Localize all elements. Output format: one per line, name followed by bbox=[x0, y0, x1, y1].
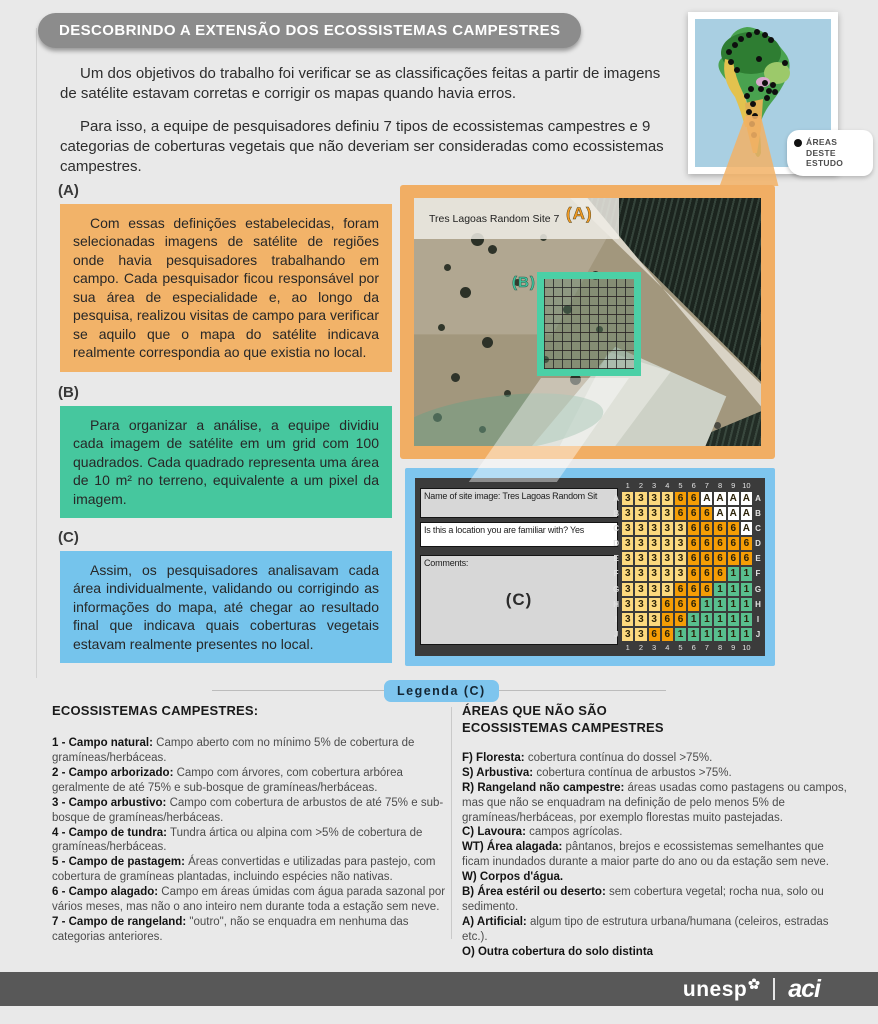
grid-cell: 3 bbox=[634, 551, 647, 566]
grid-cell: A bbox=[700, 491, 713, 506]
non-grassland-legend-items bbox=[462, 751, 852, 960]
grid-row-header: A bbox=[613, 494, 620, 503]
grid-col-header: 8 bbox=[717, 642, 723, 652]
grid-col-header: 7 bbox=[704, 481, 709, 490]
grid-cell: 6 bbox=[687, 597, 700, 612]
legend-item: 5 - Campo de pastagem: Áreas convertidas e utilizadas para pastejo, com cobertura de gramíneas plantadas, incluindo espécies não nativas. bbox=[52, 856, 436, 884]
grid-corner bbox=[753, 480, 763, 491]
grid-cell: A bbox=[740, 521, 753, 536]
grid-col-header: 10 bbox=[742, 481, 751, 490]
legend-item: S) Arbustiva: cobertura contínua de arbustos >75%. bbox=[462, 766, 732, 779]
grid-row-header: F bbox=[613, 569, 619, 579]
grid-cell: 6 bbox=[687, 491, 700, 506]
grid-cell: 3 bbox=[648, 506, 661, 521]
intro-paragraph-2: Para isso, a equipe de pesquisadores definiu 7 tipos de ecossistemas campestres e 9 categorias de coberturas vegetais que não deveriam ser consideradas como ecossistemas campestres. bbox=[60, 117, 664, 175]
grid-row-header: D bbox=[613, 539, 620, 549]
grid-cell: 3 bbox=[648, 551, 661, 566]
grid-cell: 3 bbox=[621, 521, 634, 536]
grid-cell: 6 bbox=[648, 627, 661, 642]
map-legend-bubble bbox=[787, 130, 873, 176]
grid-cell: 6 bbox=[700, 536, 713, 551]
grid-row-header: H bbox=[755, 599, 761, 609]
grid-cell: 6 bbox=[674, 506, 687, 521]
legend-column-divider bbox=[451, 707, 452, 939]
page-title: DESCOBRINDO A EXTENSÃO DOS ECOSSISTEMAS CAMPESTRES bbox=[38, 13, 581, 48]
grid-cell: 3 bbox=[621, 536, 634, 551]
satellite-label-b: (B) bbox=[512, 274, 536, 291]
grid-cell: 6 bbox=[713, 551, 726, 566]
grid-row-header: J bbox=[613, 629, 619, 639]
grid-cell: A bbox=[713, 491, 726, 506]
grid-row-header: C bbox=[613, 524, 620, 534]
grid-cell: 6 bbox=[727, 551, 740, 566]
legend-item: W) Corpos d'água. bbox=[462, 871, 564, 884]
shrub-dots bbox=[444, 264, 451, 271]
legend-item: 2 - Campo arborizado: Campo com árvores, com cobertura arbórea geralmente de até 75% e sub-bosque de gramíneas/herbáceas. bbox=[52, 766, 403, 794]
grid-cell: 1 bbox=[740, 566, 753, 581]
grid-row-header: E bbox=[755, 554, 761, 564]
intro-paragraph-1: Um dos objetivos do trabalho foi verificar se as classificações feitas a partir de imagens de satélite estavam corretas e corrigir os mapas quando havia erros. bbox=[60, 65, 661, 102]
grid-cell: 1 bbox=[740, 582, 753, 597]
grid-cell: 6 bbox=[687, 506, 700, 521]
legend-item: 1 - Campo natural: Campo aberto com no mínimo 5% de cobertura de gramíneas/herbáceas. bbox=[52, 736, 415, 764]
grid-col-header: 1 bbox=[625, 642, 630, 652]
grid-cell: 1 bbox=[687, 612, 700, 627]
grid-cell: 3 bbox=[661, 536, 674, 551]
grid-row-header: B bbox=[755, 509, 761, 519]
grid-cell: 6 bbox=[661, 627, 674, 642]
grid-col-header: 2 bbox=[638, 642, 643, 652]
site-label: Tres Lagoas Random Site 7 bbox=[429, 213, 560, 225]
grid-cell: 1 bbox=[700, 612, 713, 627]
grid-row-header: I bbox=[756, 614, 760, 624]
grid-cell: 3 bbox=[648, 491, 661, 506]
grid-cell: 3 bbox=[674, 551, 687, 566]
legend-item: 6 - Campo alagado: Campo em áreas úmidas com água parada sazonal por vários meses, mas não o ano inteiro nem durante toda a estação sem neve. bbox=[52, 886, 446, 914]
form-familiar-field: Is this a location you are familiar with? Yes bbox=[420, 522, 618, 547]
legend-item: C) Lavoura: campos agrícolas. bbox=[462, 826, 623, 839]
grid-col-header: 1 bbox=[625, 481, 630, 490]
legend-right-heading bbox=[462, 703, 852, 737]
grid-col-header: 9 bbox=[731, 481, 736, 490]
grid-cell: 3 bbox=[634, 612, 647, 627]
grid-cell: 3 bbox=[648, 521, 661, 536]
site-form bbox=[420, 488, 618, 645]
grid-cell: 3 bbox=[661, 566, 674, 581]
grid-cell: 3 bbox=[661, 551, 674, 566]
grid-cell: 6 bbox=[700, 582, 713, 597]
study-area-dot-icon bbox=[794, 139, 802, 147]
grid-cell: 3 bbox=[621, 582, 634, 597]
section-c-label: (C) bbox=[58, 529, 79, 546]
grid-cell: 6 bbox=[700, 566, 713, 581]
grid-cell: 3 bbox=[648, 582, 661, 597]
grid-corner bbox=[611, 642, 621, 653]
grid-cell: A bbox=[713, 506, 726, 521]
unesp-flower-icon bbox=[748, 978, 760, 990]
grid-corner bbox=[611, 480, 621, 491]
grid-cell: 1 bbox=[713, 597, 726, 612]
grid-cell: 1 bbox=[713, 582, 726, 597]
grid-cell: 1 bbox=[727, 566, 740, 581]
section-b-box: Para organizar a análise, a equipe dividiu cada imagem de satélite em um grid com 100 quadrados. Cada quadrado representa uma área de 10 m² no terreno, equivalente a um pixel da imagem. bbox=[60, 406, 392, 518]
grid-cell: 6 bbox=[674, 597, 687, 612]
grid-cell: 3 bbox=[634, 566, 647, 581]
intro-paragraphs bbox=[60, 64, 676, 190]
logo-divider bbox=[773, 978, 775, 1000]
section-a-label: (A) bbox=[58, 182, 79, 199]
grid-cell: 6 bbox=[713, 566, 726, 581]
grid-cell: 1 bbox=[727, 582, 740, 597]
grid-col-header: 4 bbox=[665, 481, 670, 490]
grid-cell: 1 bbox=[674, 627, 687, 642]
grid-col-header: 6 bbox=[691, 481, 696, 490]
grid-row-header: C bbox=[755, 524, 761, 534]
grid-row-header: B bbox=[613, 509, 620, 519]
legend-item: 4 - Campo de tundra: Tundra ártica ou alpina com >5% de cobertura de gramíneas/herbáceas. bbox=[52, 826, 423, 854]
grid-row-header: I bbox=[615, 614, 618, 624]
grid-cell: 3 bbox=[634, 597, 647, 612]
legend-column-non-grassland bbox=[462, 703, 852, 960]
grid-cell: 1 bbox=[713, 612, 726, 627]
legend-item: A) Artificial: algum tipo de estrutura urbana/humana (celeiros, estradas etc.). bbox=[462, 916, 829, 944]
grid-cell: 6 bbox=[713, 536, 726, 551]
map-legend-label: ÁREAS DESTE ESTUDO bbox=[806, 137, 844, 169]
grid-cell: 1 bbox=[727, 597, 740, 612]
grid-col-header: 4 bbox=[665, 642, 670, 652]
grid-row-header: J bbox=[755, 629, 761, 639]
legend-item: WT) Área alagada: pântanos, brejos e ecossistemas semelhantes que ficam inundados durante a maior parte do ano ou da estação sem neve. bbox=[462, 841, 829, 869]
grid-cell: 3 bbox=[661, 582, 674, 597]
grid-cell: 3 bbox=[634, 582, 647, 597]
validation-table-frame bbox=[405, 468, 775, 666]
section-c-marker: (C) bbox=[505, 590, 533, 609]
grid-cell: 6 bbox=[661, 597, 674, 612]
grid-cell: 3 bbox=[648, 612, 661, 627]
grid-cell: 1 bbox=[740, 597, 753, 612]
comments-label: Comments: bbox=[424, 558, 469, 568]
grid-cell: 3 bbox=[661, 521, 674, 536]
grid-row-header: G bbox=[754, 584, 762, 594]
grid-cell: 6 bbox=[727, 536, 740, 551]
grid-cell: 1 bbox=[727, 627, 740, 642]
grid-cell: 1 bbox=[713, 627, 726, 642]
grid-cell: 3 bbox=[661, 506, 674, 521]
grid-cell: 3 bbox=[674, 536, 687, 551]
grid-col-header: 9 bbox=[731, 642, 736, 652]
grid-row-header: D bbox=[755, 539, 761, 549]
form-comments-field bbox=[420, 555, 618, 645]
grid-row-header: E bbox=[613, 554, 619, 564]
grid-cell: 3 bbox=[621, 551, 634, 566]
grid-cell: A bbox=[740, 506, 753, 521]
grid-cell: 6 bbox=[687, 521, 700, 536]
left-guide-line bbox=[36, 28, 37, 678]
grid-cell: 6 bbox=[740, 536, 753, 551]
footer-bar bbox=[0, 972, 878, 1006]
grid-cell: A bbox=[740, 491, 753, 506]
grid-cell: 6 bbox=[713, 521, 726, 536]
legend-item: R) Rangeland não campestre: áreas usadas como pastagens ou campos, mas que não se enquadram na definição de pelo menos 5% de gramíneas/herbáceas, por exemplo florestas muito pastejadas. bbox=[462, 781, 847, 824]
grid-cell: 3 bbox=[634, 491, 647, 506]
legend-item: 3 - Campo arbustivo: Campo com cobertura de arbustos de até 75% e sub-bosque de gramíneas/herbáceas. bbox=[52, 796, 444, 824]
section-a-box: Com essas definições estabelecidas, foram selecionadas imagens de satélite de regiões onde havia pesquisadores trabalhando em campo. Cada pesquisador ficou responsável por sua área de especialidade e, ao longo da pesquisa, realizou visitas de campo para verificar se aquilo que o mapa do satélite indicava realmente correspondia ao que existia no local. bbox=[60, 204, 392, 372]
legend-badge: Legenda (C) bbox=[384, 680, 499, 702]
legend-item: F) Floresta: cobertura contínua do dossel >75%. bbox=[462, 751, 713, 764]
grid-cell: 3 bbox=[634, 521, 647, 536]
grid-cell: 6 bbox=[700, 551, 713, 566]
grid-cell: 3 bbox=[621, 612, 634, 627]
classification-grid bbox=[611, 480, 763, 653]
section-b-label: (B) bbox=[58, 384, 79, 401]
grid-cell: 6 bbox=[674, 491, 687, 506]
grid-cell: 3 bbox=[634, 536, 647, 551]
grid-col-header: 5 bbox=[678, 481, 683, 490]
grid-cell: 6 bbox=[674, 612, 687, 627]
grid-col-header: 3 bbox=[652, 642, 657, 652]
grid-cell: 6 bbox=[674, 582, 687, 597]
grid-cell: 3 bbox=[621, 566, 634, 581]
grid-cell: 6 bbox=[687, 582, 700, 597]
grid-col-header: 5 bbox=[678, 642, 683, 652]
legend-left-heading: ECOSSISTEMAS CAMPESTRES: bbox=[52, 703, 259, 718]
grid-cell: 1 bbox=[700, 627, 713, 642]
grid-cell: 6 bbox=[687, 551, 700, 566]
grid-cell: 6 bbox=[727, 521, 740, 536]
legend-right-heading-line1: ÁREAS QUE NÃO SÃO bbox=[462, 703, 607, 718]
grid-cell: 3 bbox=[648, 566, 661, 581]
grid-row-header: A bbox=[755, 494, 761, 503]
grid-cell: 1 bbox=[740, 627, 753, 642]
grid-cell: 6 bbox=[700, 521, 713, 536]
grid-cell: 3 bbox=[674, 566, 687, 581]
section-c-box: Assim, os pesquisadores analisavam cada área individualmente, validando ou corrigindo as informações do mapa, até chegar ao resultado final que indicava quais coberturas vegetais estavam realmente presentes no local. bbox=[60, 551, 392, 663]
legend-item: B) Área estéril ou deserto: sem cobertura vegetal; rocha nua, solo ou sedimento. bbox=[462, 886, 824, 914]
grid-cell: 3 bbox=[621, 491, 634, 506]
grid-cell: 6 bbox=[661, 612, 674, 627]
grid-cell: 6 bbox=[740, 551, 753, 566]
grid-cell: A bbox=[727, 506, 740, 521]
grid-col-header: 6 bbox=[691, 642, 696, 652]
legend-item: 7 - Campo de rangeland: "outro", não se enquadra em nenhuma das categorias anteriores. bbox=[52, 916, 409, 944]
grid-cell: 3 bbox=[661, 491, 674, 506]
legend-column-grassland bbox=[52, 703, 446, 945]
grid-col-header: 3 bbox=[652, 481, 657, 490]
aci-logo: aci bbox=[788, 974, 820, 1003]
grid-row-header: H bbox=[613, 599, 620, 609]
grid-cell: 3 bbox=[634, 627, 647, 642]
unesp-logo: unesp bbox=[683, 979, 760, 1000]
grid-col-header: 2 bbox=[638, 481, 643, 490]
grid-row-header: G bbox=[613, 584, 620, 594]
grid-cell: 3 bbox=[674, 521, 687, 536]
grassland-legend-items bbox=[52, 736, 446, 945]
grid-cell: 3 bbox=[621, 597, 634, 612]
grid-cell: 1 bbox=[740, 612, 753, 627]
validation-table-panel bbox=[415, 478, 765, 656]
grid-cell: 6 bbox=[700, 506, 713, 521]
grid-cell: 1 bbox=[700, 597, 713, 612]
grid-cell: A bbox=[727, 491, 740, 506]
satellite-label-a: (A) bbox=[566, 204, 593, 223]
footer-logos bbox=[683, 972, 820, 1006]
grid-cell: 3 bbox=[648, 536, 661, 551]
grid-cell: 3 bbox=[621, 506, 634, 521]
grid-cell: 6 bbox=[687, 536, 700, 551]
legend-item: O) Outra cobertura do solo distinta bbox=[462, 945, 654, 958]
grid-col-header: 10 bbox=[742, 642, 751, 652]
grid-cell: 3 bbox=[634, 506, 647, 521]
grid-cell: 1 bbox=[687, 627, 700, 642]
form-site-name-field: Name of site image: Tres Lagoas Random Sit bbox=[420, 488, 618, 518]
grid-cell: 6 bbox=[687, 566, 700, 581]
grid-corner bbox=[753, 642, 763, 653]
grid-row-header: F bbox=[755, 569, 761, 579]
sampling-grid-square bbox=[537, 272, 641, 376]
grid-cell: 1 bbox=[727, 612, 740, 627]
grid-col-header: 8 bbox=[717, 481, 723, 490]
legend-right-heading-line2: ECOSSISTEMAS CAMPESTRES bbox=[462, 719, 664, 735]
grid-col-header: 7 bbox=[704, 642, 709, 652]
grid-cell: 3 bbox=[621, 627, 634, 642]
grid-cell: 3 bbox=[648, 597, 661, 612]
